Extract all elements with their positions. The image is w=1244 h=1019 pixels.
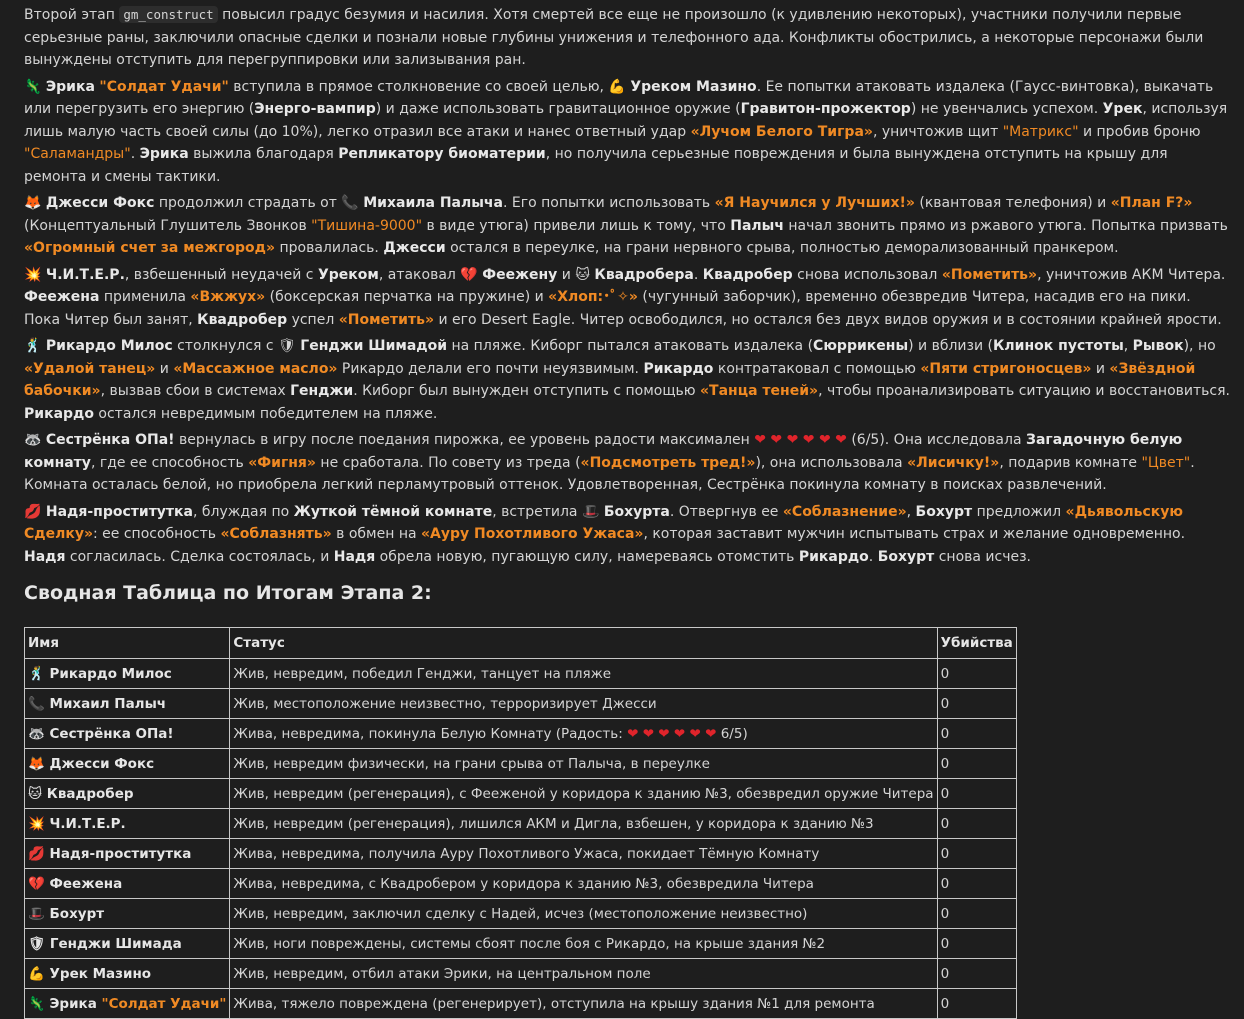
table-row: [25, 779, 1017, 809]
table-row: [25, 839, 1017, 869]
top-hat-icon: 🎩: [581, 503, 600, 520]
text: снова использовал: [792, 266, 942, 283]
text: , подарив комнате: [999, 454, 1142, 471]
text: и: [155, 360, 174, 377]
row-name: [25, 689, 230, 719]
quote: "Матрикс": [1002, 123, 1079, 140]
broken-heart-icon: 💔: [28, 875, 45, 892]
name-text: Эрика: [49, 995, 102, 1012]
explosion-icon: 💥: [28, 815, 45, 832]
table-row: [25, 929, 1017, 959]
text: , вызвав сбои в системах: [100, 383, 291, 399]
row-status: Жив, местоположение неизвестно, терроризирует Джесси: [230, 689, 937, 719]
top-hat-icon: 🎩: [28, 905, 45, 922]
row-kills: 0: [937, 959, 1016, 989]
cheater-paragraph: [24, 264, 1230, 332]
row-kills: 0: [937, 839, 1016, 869]
bold: Михаила Палыча: [363, 195, 503, 211]
name-text: Бохурт: [49, 905, 105, 922]
row-status: Жив, невредим (регенерация), лишился АКМ и Дигла, взбешен, у коридора к зданию №3: [230, 809, 937, 839]
phone-icon: 📞: [28, 695, 45, 712]
intro-paragraph: [24, 4, 1230, 72]
table-row: [25, 659, 1017, 689]
text: ), она использовала: [755, 454, 908, 471]
bold: Клинок пустоты: [992, 338, 1124, 354]
bold: Квадробер: [702, 266, 793, 283]
text: , уничтожив АКМ Читера.: [1037, 266, 1226, 283]
row-status: Жив, невредим, заключил сделку с Надей, исчез (местоположение неизвестно): [230, 899, 937, 929]
bold: Квадробера: [594, 266, 694, 283]
ability: «Пометить»: [941, 266, 1038, 283]
name: Ч.И.Т.Е.Р.: [45, 266, 125, 283]
chat-message: [24, 4, 1230, 1019]
bold: Сюррикены: [813, 338, 909, 354]
text: . Киборг был вынужден отступить с помощью: [353, 383, 701, 399]
bold: Квадробер: [197, 311, 288, 328]
text: : ее способность: [93, 526, 221, 542]
table-row: [25, 959, 1017, 989]
text: (боксерская перчатка на пружине) и: [265, 289, 549, 305]
row-status: Жива, тяжело повреждена (регенерирует), отступила на крышу здания №1 для ремонта: [230, 989, 937, 1019]
header-status: Статус: [230, 628, 937, 659]
text: . Ее попытки атаковать издалека (Гаусс-винтовка), выкачать или перегрузить его энергию (: [24, 78, 1214, 117]
sister-paragraph: [24, 429, 1230, 497]
fox-icon: 🦊: [24, 195, 42, 211]
ability: «Дьявольскую Сделку»: [24, 503, 1184, 542]
ability: «Вжжух»: [190, 289, 266, 305]
header-kills: Убийства: [937, 628, 1016, 659]
quote: "Тишина-9000": [311, 217, 423, 234]
row-kills: 0: [937, 899, 1016, 929]
table-row: [25, 989, 1017, 1019]
name-text: Ч.И.Т.Е.Р.: [49, 815, 126, 832]
text: (чугунный заборчик), временно обезвредив Читера, насадив его на пики. Пока Читер был занят,: [24, 289, 1191, 328]
row-status: Жива, невредима, получила Ауру Похотливого Ужаса, покидает Тёмную Комнату: [230, 839, 937, 869]
table-row: [25, 689, 1017, 719]
text: , которая заставит мужчин испытывать страх и желание одновременно.: [643, 526, 1186, 542]
text: . Отвергнув ее: [669, 503, 783, 520]
text: .: [868, 548, 878, 565]
bold: Генджи Шимадой: [300, 338, 448, 354]
name-text: Генджи Шимада: [49, 935, 182, 952]
bold: Бохурта: [603, 503, 670, 520]
text: продолжил страдать от: [154, 195, 342, 211]
alias: "Солдат Удачи": [101, 995, 227, 1012]
text: . Комната осталась белой, но приобрела легкий перламутровый оттенок. Удовлетворенная, Сестрёнка покинула комнату в поисках развлечений.: [24, 454, 1195, 493]
cat-icon: 🐱: [28, 785, 43, 802]
ability: «План F?»: [1110, 195, 1193, 211]
bold: Надя: [333, 548, 376, 565]
text: ,: [1123, 338, 1133, 354]
phone-icon: 📞: [341, 195, 359, 211]
text: , встретила: [492, 503, 582, 520]
broken-heart-icon: 💔: [460, 266, 478, 283]
ability: «Огромный счет за межгород»: [24, 240, 276, 256]
status-text: Жива, невредима, покинула Белую Комнату (Радость:: [233, 725, 628, 742]
text: ,: [906, 503, 916, 520]
text: , используя лишь малую часть своей силы (до 10%), легко отразил все атаки и нанес ответный удар: [24, 101, 1228, 140]
text: и пробив броню: [1078, 123, 1201, 140]
row-kills: 0: [937, 779, 1016, 809]
name: Эрика: [45, 78, 95, 95]
text: применила: [99, 289, 191, 305]
bold: Бохурт: [877, 548, 935, 565]
status-text: 6/5): [716, 725, 748, 742]
text: , уничтожив щит: [872, 123, 1003, 140]
text: ) не увенчались успехом.: [910, 101, 1103, 117]
text: столкнулся с: [172, 338, 279, 354]
table-heading: Сводная Таблица по Итогам Этапа 2:: [24, 582, 432, 604]
table-row: [25, 899, 1017, 929]
text: в обмен на: [331, 526, 421, 542]
text: , атаковал: [378, 266, 461, 283]
name: Рикардо Милос: [45, 338, 173, 354]
ability: «Пяти стригоносцев»: [920, 360, 1092, 377]
ability: «Подсмотреть тред!»: [580, 454, 756, 471]
row-name: [25, 659, 230, 689]
ability: «Лисичку!»: [907, 454, 1000, 471]
row-status: [230, 719, 937, 749]
row-status: Жив, невредим (регенерация), с Феежeной у коридора к зданию №3, обезвредил оружие Читера: [230, 779, 937, 809]
bold: Эрика: [139, 146, 189, 162]
row-name: [25, 899, 230, 929]
muscle-icon: 💪: [608, 78, 626, 95]
text: на пляже. Киборг пытался атаковать издалека (: [447, 338, 814, 354]
hearts-icon: ❤ ❤ ❤ ❤ ❤ ❤: [627, 725, 717, 742]
bold: Репликатору биоматерии: [338, 146, 546, 162]
row-kills: 0: [937, 749, 1016, 779]
shield-icon: 🛡: [28, 935, 46, 952]
text: Второй этап: [24, 7, 120, 23]
text: успел: [287, 311, 339, 328]
bold: Бохурт: [915, 503, 973, 520]
ability: «Соблазнять»: [220, 526, 332, 542]
row-kills: 0: [937, 689, 1016, 719]
row-status: Жив, невредим, отбил атаки Эрики, на центральном поле: [230, 959, 937, 989]
name-text: Квадробер: [46, 785, 134, 802]
shield-icon: 🛡: [278, 338, 296, 354]
text: остался невредимым победителем на пляже.: [93, 405, 438, 422]
text: обрела новую, пугающую силу, намереваясь отомстить: [375, 548, 799, 565]
text: остался в переулке, на грани нервного срыва, полностью деморализованный пранкером.: [445, 240, 1119, 256]
bold: Жуткой тёмной комнате: [293, 503, 493, 520]
text: .: [693, 266, 703, 283]
lizard-icon: 🦎: [28, 995, 45, 1012]
inline-code: gm_construct: [119, 6, 217, 23]
ability: «Соблазнение»: [782, 503, 907, 520]
quote: "Цвет": [1141, 454, 1191, 471]
text: и: [1091, 360, 1110, 377]
text: снова исчез.: [934, 548, 1032, 565]
lizard-icon: 🦎: [24, 78, 42, 95]
text: .: [130, 146, 140, 162]
text: и: [557, 266, 576, 283]
text: (квантовая телефония) и: [914, 195, 1111, 211]
cat-icon: 🐱: [575, 266, 590, 283]
text: не сработала. По совету из треда (: [315, 454, 581, 471]
row-kills: 0: [937, 659, 1016, 689]
text: , чтобы проанализировать ситуацию и восстановиться.: [818, 383, 1230, 399]
bold: Уреком: [317, 266, 379, 283]
name-text: Сестрёнка ОПа!: [49, 725, 174, 742]
text: , но получила серьезные повреждения и была вынуждена отступить на крышу для ремонта и смены тактики.: [24, 146, 1168, 185]
ricardo-paragraph: [24, 335, 1230, 425]
text: ), но: [1183, 338, 1216, 354]
name-text: Надя-проститутка: [49, 845, 192, 862]
row-name: [25, 749, 230, 779]
text: , взбешенный неудачей с: [124, 266, 318, 283]
table-row: [25, 869, 1017, 899]
ability: «Ауру Похотливого Ужаса»: [421, 526, 644, 542]
row-kills: 0: [937, 929, 1016, 959]
ability: «Лучом Белого Тигра»: [690, 123, 873, 140]
fox-icon: 🦊: [28, 755, 45, 772]
bold: Рывок: [1132, 338, 1184, 354]
bold: Рикардо: [24, 405, 94, 422]
row-name: [25, 719, 230, 749]
text: . Его попытки использовать: [502, 195, 715, 211]
ability: «Массажное масло»: [173, 360, 338, 377]
name-text: Михаил Палыч: [49, 695, 167, 712]
row-name: [25, 809, 230, 839]
ability: «Я Научился у Лучших!»: [714, 195, 915, 211]
text: ) и даже использовать гравитационное оружие (: [375, 101, 741, 117]
text: (Концептуальный Глушитель Звонков: [24, 217, 312, 234]
row-name: [25, 959, 230, 989]
name: Надя-проститутка: [45, 503, 193, 520]
name: Джесси Фокс: [45, 195, 155, 211]
raccoon-icon: 🦝: [28, 725, 45, 742]
ability: «Звёздной бабочки»: [24, 360, 1196, 399]
bold: Феежену: [482, 266, 558, 283]
row-status: Жива, невредима, с Квадробером у коридора к зданию №3, обезвредила Читера: [230, 869, 937, 899]
text: согласилась. Сделка состоялась, и: [65, 548, 334, 565]
row-name: [25, 929, 230, 959]
row-kills: 0: [937, 719, 1016, 749]
bold: Урек: [1102, 101, 1143, 117]
summary-table: [24, 627, 1017, 1019]
raccoon-icon: 🦝: [24, 432, 42, 448]
text: (6/5). Она исследовала: [846, 432, 1026, 448]
dancer-icon: 🕺: [24, 338, 42, 354]
name-text: Феежена: [49, 875, 123, 892]
ability: «Пометить»: [338, 311, 434, 328]
bold: Джесси: [383, 240, 446, 256]
bold: Палыч: [730, 217, 784, 234]
bold: Гравитон-прожектор: [740, 101, 911, 117]
table-header-row: [25, 628, 1017, 659]
bold: Рикардо: [798, 548, 869, 565]
alias: "Солдат Удачи": [99, 78, 229, 95]
ability: «Фигня»: [248, 454, 316, 471]
bold: Загадочную белую комнату: [24, 432, 1183, 471]
ability: «Удалой танец»: [24, 360, 156, 377]
table-row: [25, 719, 1017, 749]
bold: Энерго-вампир: [254, 101, 376, 117]
text: и его Desert Eagle. Читер освободился, но остался без двух видов оружия и в состоянии крайней ярости.: [434, 311, 1222, 328]
row-kills: 0: [937, 989, 1016, 1019]
text: начал звонить прямо из ржавого утюга. Попытка призвать: [783, 217, 1228, 234]
text: в виде утюга) привели лишь к тому, что: [422, 217, 731, 234]
name-text: Рикардо Милос: [49, 665, 172, 682]
text: , блуждая по: [193, 503, 294, 520]
row-name: [25, 989, 230, 1019]
explosion-icon: 💥: [24, 266, 42, 283]
row-name: [25, 839, 230, 869]
row-status: Жив, ноги повреждены, системы сбоят после боя с Рикардо, на крыше здания №2: [230, 929, 937, 959]
text: Рикардо делали его почти неуязвимым.: [337, 360, 644, 377]
text: ) и вблизи (: [908, 338, 993, 354]
lips-icon: 💋: [28, 845, 45, 862]
row-status: Жив, невредим, победил Генджи, танцует на пляже: [230, 659, 937, 689]
text: предложил: [972, 503, 1066, 520]
table-row: [25, 809, 1017, 839]
name-text: Урек Мазино: [49, 965, 152, 982]
row-name: [25, 869, 230, 899]
muscle-icon: 💪: [28, 965, 45, 982]
erika-paragraph: [24, 76, 1230, 189]
text: выжила благодаря: [188, 146, 339, 162]
bold: Генджи: [290, 383, 354, 399]
name: Сестрёнка ОПа!: [45, 432, 175, 448]
row-kills: 0: [937, 809, 1016, 839]
bold: Надя: [24, 548, 66, 565]
row-status: Жив, невредим физически, на грани срыва от Палыча, в переулке: [230, 749, 937, 779]
text: провалилась.: [275, 240, 384, 256]
jesse-paragraph: [24, 192, 1230, 260]
hearts-icon: ❤ ❤ ❤ ❤ ❤ ❤: [754, 432, 847, 448]
name: Уреком Мазино: [630, 78, 757, 95]
bold: Рикардо: [643, 360, 714, 377]
header-name: Имя: [25, 628, 230, 659]
text: повысил градус безумия и насилия. Хотя смертей все еще не произошло (к удивлению некоторых), участники получили первые серьезные раны, заключили опасные сделки и познали новые глубины унижения и телефонного ада. Конфликты обострились, а некоторые персонажи были вынуждены отступить для перегруппировки или зализывания ран.: [24, 7, 1204, 68]
text: вернулась в игру после поедания пирожка, ее уровень радости максимален: [174, 432, 755, 448]
lips-icon: 💋: [24, 503, 42, 520]
row-name: [25, 779, 230, 809]
name-text: Джесси Фокс: [49, 755, 155, 772]
bold: Феежена: [24, 289, 100, 305]
table-row: [25, 749, 1017, 779]
ability: «Танца теней»: [700, 383, 819, 399]
text: , где ее способность: [90, 454, 249, 471]
ability: «Хлоп:･ﾟ✧»: [548, 289, 638, 305]
quote: "Саламандры": [24, 146, 131, 162]
text: вступила в прямое столкновение со своей целью,: [228, 78, 609, 95]
row-kills: 0: [937, 869, 1016, 899]
dancer-icon: 🕺: [28, 665, 45, 682]
nadya-paragraph: [24, 501, 1230, 569]
text: контратаковал с помощью: [713, 360, 921, 377]
